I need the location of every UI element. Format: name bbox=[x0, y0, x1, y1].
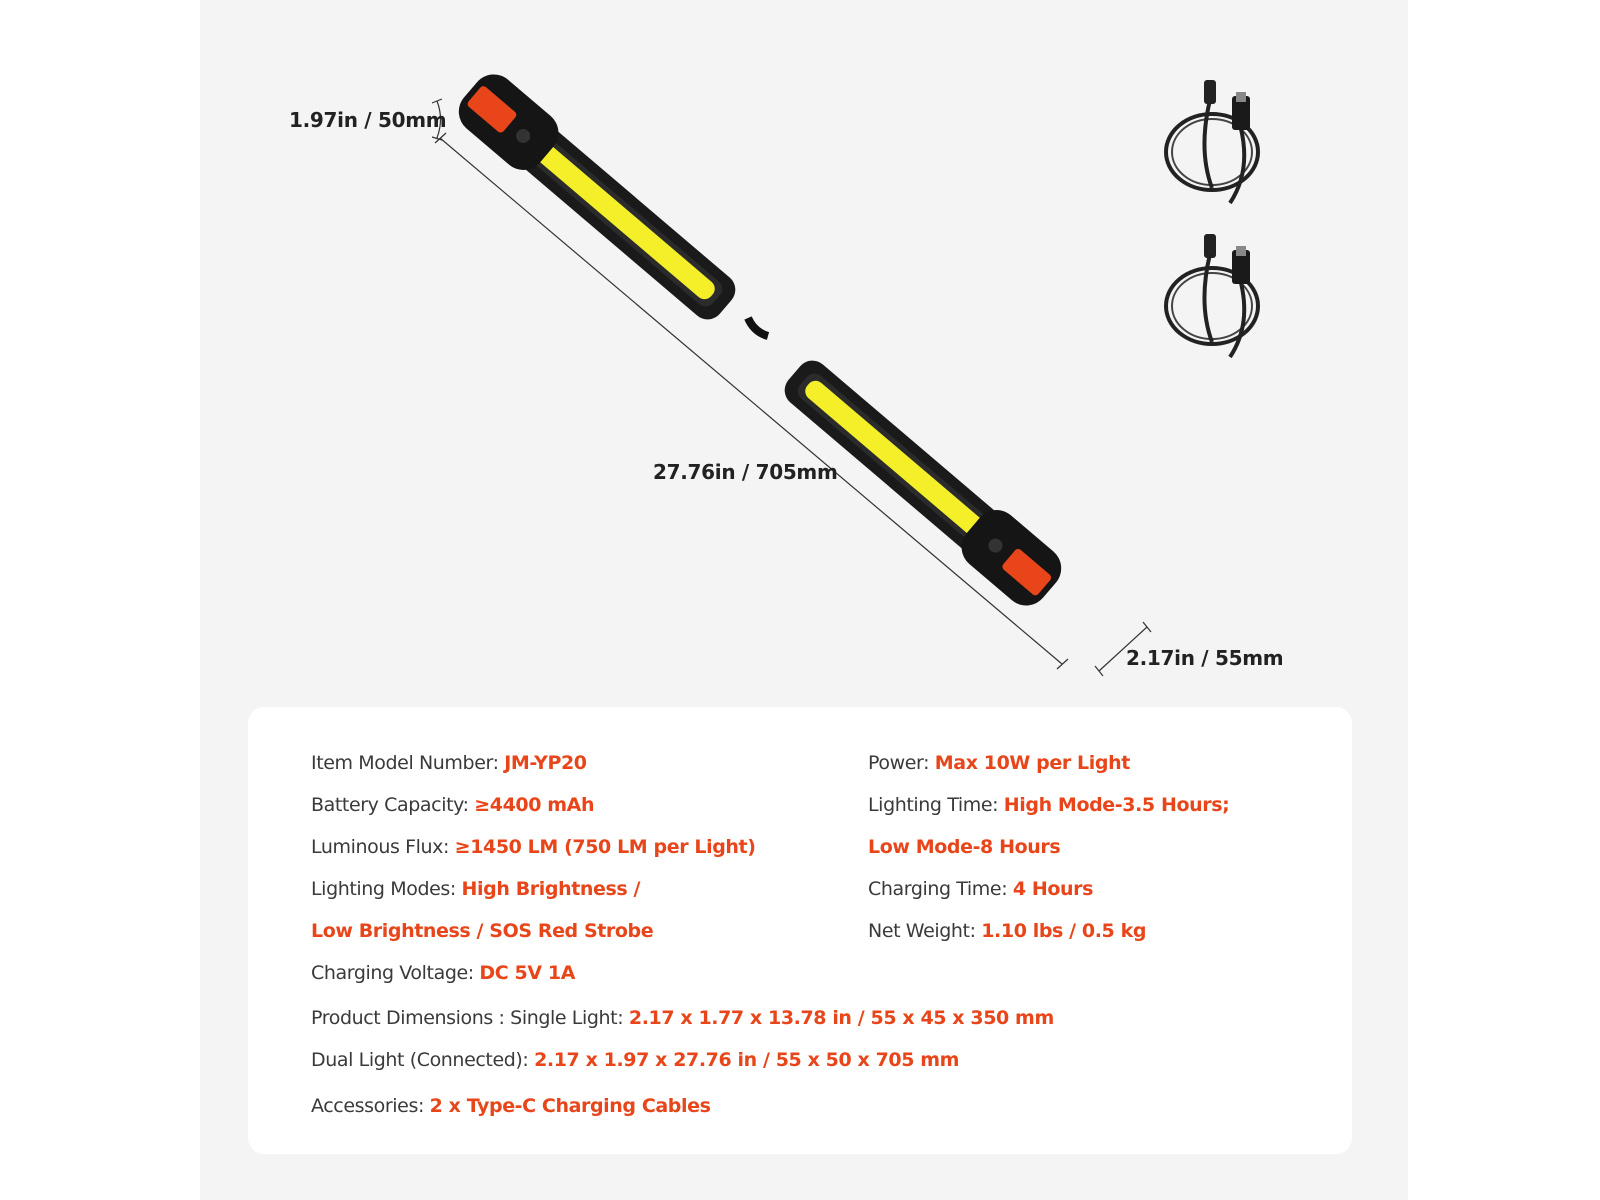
total-length-label: 27.76in / 705mm bbox=[653, 460, 838, 484]
spec-lighting-time: Lighting Time: High Mode-3.5 Hours; bbox=[868, 794, 1230, 816]
spec-charging-voltage: Charging Voltage: DC 5V 1A bbox=[311, 962, 576, 984]
spec-single-dimensions: Product Dimensions : Single Light: 2.17 x 1.77 x 13.78 in / 55 x 45 x 350 mm bbox=[311, 1007, 1054, 1029]
spec-lighting-time-cont: Low Mode-8 Hours bbox=[868, 836, 1061, 858]
spec-charging-time: Charging Time: 4 Hours bbox=[868, 878, 1094, 900]
spec-power: Power: Max 10W per Light bbox=[868, 752, 1130, 774]
length-dimension-line bbox=[435, 133, 1068, 669]
swivel-joint bbox=[748, 318, 768, 336]
spec-dual-dimensions: Dual Light (Connected): 2.17 x 1.97 x 27.76 in / 55 x 50 x 705 mm bbox=[311, 1049, 960, 1071]
spec-lighting-modes-cont: Low Brightness / SOS Red Strobe bbox=[311, 920, 654, 942]
spec-net-weight: Net Weight: 1.10 lbs / 0.5 kg bbox=[868, 920, 1147, 942]
cob-led-strip bbox=[533, 141, 718, 303]
spec-lighting-modes: Lighting Modes: High Brightness / bbox=[311, 878, 641, 900]
spec-luminous-flux: Luminous Flux: ≥1450 LM (750 LM per Light) bbox=[311, 836, 756, 858]
upper-work-light bbox=[450, 65, 747, 331]
spec-battery: Battery Capacity: ≥4400 mAh bbox=[311, 794, 595, 816]
cob-led-strip bbox=[802, 377, 987, 539]
spec-accessories: Accessories: 2 x Type-C Charging Cables bbox=[311, 1095, 711, 1117]
head-diameter-label: 1.97in / 50mm bbox=[289, 108, 447, 132]
base-width-label: 2.17in / 55mm bbox=[1126, 646, 1284, 670]
spec-model: Item Model Number: JM-YP20 bbox=[311, 752, 587, 774]
usb-type-c-cable-icon bbox=[1166, 234, 1258, 357]
usb-type-c-cable-icon bbox=[1166, 80, 1258, 203]
